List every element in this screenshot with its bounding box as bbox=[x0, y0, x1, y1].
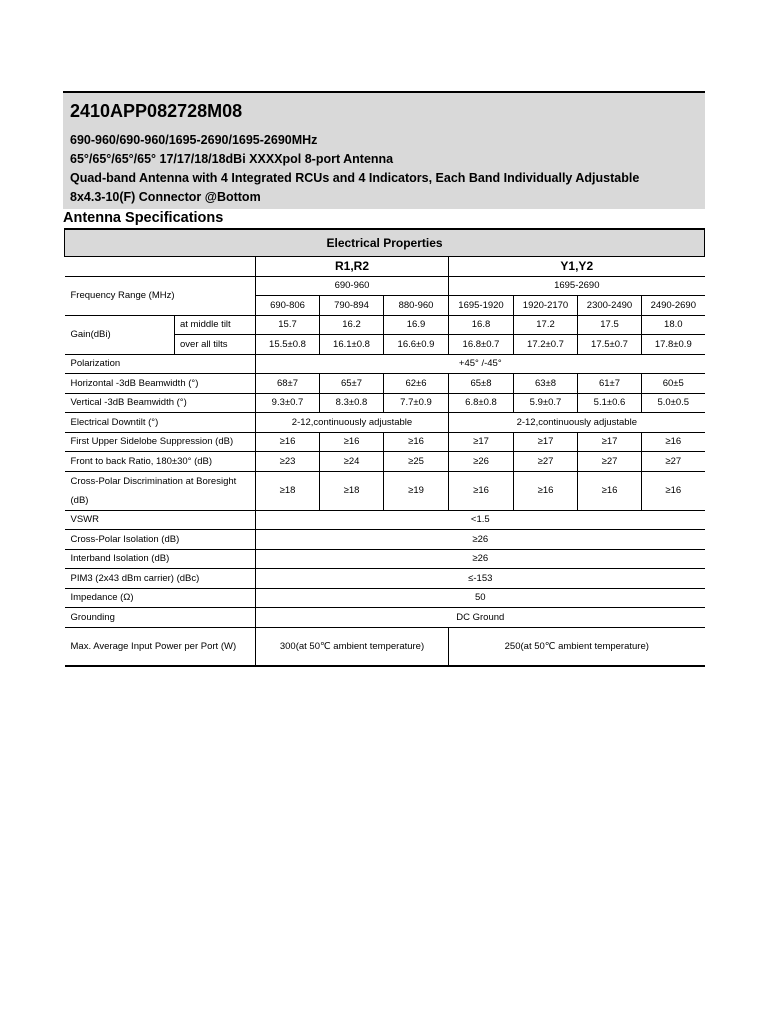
row-label: Cross-Polar Discrimination at Boresight (dB) bbox=[65, 471, 256, 510]
cell: 1920-2170 bbox=[514, 296, 578, 316]
cell: 63±8 bbox=[514, 374, 578, 394]
cell: ≥27 bbox=[514, 452, 578, 472]
cell: ≥19 bbox=[384, 471, 449, 510]
row-label: Frequency Range (MHz) bbox=[65, 276, 256, 315]
table-row bbox=[65, 569, 705, 589]
cell: ≥27 bbox=[642, 452, 705, 472]
cell: 16.8±0.7 bbox=[449, 335, 514, 355]
cell: 17.5±0.7 bbox=[578, 335, 642, 355]
table-row bbox=[65, 510, 705, 530]
cell: 5.9±0.7 bbox=[514, 393, 578, 413]
cell: 65±7 bbox=[320, 374, 384, 394]
table-row bbox=[65, 530, 705, 550]
cell: +45° /-45° bbox=[256, 354, 705, 374]
table-row bbox=[65, 549, 705, 569]
cell: 16.2 bbox=[320, 315, 384, 335]
cell: 6.8±0.8 bbox=[449, 393, 514, 413]
row-label: PIM3 (2x43 dBm carrier) (dBc) bbox=[65, 569, 256, 589]
cell: 5.1±0.6 bbox=[578, 393, 642, 413]
group-header-row bbox=[65, 257, 705, 277]
sub-label: at middle tilt bbox=[175, 315, 256, 335]
row-label: Gain(dBi) bbox=[65, 315, 175, 354]
cell: 250(at 50℃ ambient temperature) bbox=[449, 627, 705, 666]
row-label: Grounding bbox=[65, 608, 256, 628]
cell: 7.7±0.9 bbox=[384, 393, 449, 413]
cell: ≥26 bbox=[449, 452, 514, 472]
cell: ≥16 bbox=[578, 471, 642, 510]
cell: 65±8 bbox=[449, 374, 514, 394]
table-row bbox=[65, 588, 705, 608]
cell: ≥16 bbox=[642, 432, 705, 452]
table-row bbox=[65, 315, 705, 335]
row-label: Electrical Downtilt (°) bbox=[65, 413, 256, 433]
frequency-bands: 690-960/690-960/1695-2690/1695-2690MHz bbox=[70, 133, 318, 147]
antenna-summary: 65°/65°/65°/65° 17/17/18/18dBi XXXXpol 8-port Antenna bbox=[70, 152, 394, 166]
cell: ≥27 bbox=[578, 452, 642, 472]
table-row bbox=[65, 413, 705, 433]
cell: 9.3±0.7 bbox=[256, 393, 320, 413]
row-label: Front to back Ratio, 180±30° (dB) bbox=[65, 452, 256, 472]
cell: ≥16 bbox=[514, 471, 578, 510]
cell: ≥16 bbox=[642, 471, 705, 510]
cell: 16.8 bbox=[449, 315, 514, 335]
cell: 60±5 bbox=[642, 374, 705, 394]
range-r: 690-960 bbox=[256, 276, 449, 296]
cell: 17.2±0.7 bbox=[514, 335, 578, 355]
connector-info: 8x4.3-10(F) Connector @Bottom bbox=[70, 190, 261, 204]
row-label: Polarization bbox=[65, 354, 256, 374]
spec-header bbox=[63, 91, 705, 209]
section-title: Antenna Specifications bbox=[63, 210, 224, 226]
cell: 2300-2490 bbox=[578, 296, 642, 316]
sub-label: over all tilts bbox=[175, 335, 256, 355]
model-number: 2410APP082728M08 bbox=[70, 101, 243, 121]
cell: 61±7 bbox=[578, 374, 642, 394]
cell: ≥23 bbox=[256, 452, 320, 472]
cell: 50 bbox=[256, 588, 705, 608]
row-label: Impedance (Ω) bbox=[65, 588, 256, 608]
cell: DC Ground bbox=[256, 608, 705, 628]
cell: 2-12,continuously adjustable bbox=[256, 413, 449, 433]
cell: 2-12,continuously adjustable bbox=[449, 413, 705, 433]
table-row bbox=[65, 354, 705, 374]
cell: ≥16 bbox=[384, 432, 449, 452]
cell: 17.2 bbox=[514, 315, 578, 335]
group-y-label: Y1,Y2 bbox=[449, 257, 705, 277]
cell: ≤-153 bbox=[256, 569, 705, 589]
cell: 300(at 50℃ ambient temperature) bbox=[256, 627, 449, 666]
cell: ≥25 bbox=[384, 452, 449, 472]
table-row bbox=[65, 627, 705, 666]
cell: ≥26 bbox=[256, 530, 705, 550]
row-label: Horizontal -3dB Beamwidth (°) bbox=[65, 374, 256, 394]
cell: 62±6 bbox=[384, 374, 449, 394]
cell: ≥18 bbox=[320, 471, 384, 510]
cell: 16.6±0.9 bbox=[384, 335, 449, 355]
cell: ≥16 bbox=[320, 432, 384, 452]
cell: 68±7 bbox=[256, 374, 320, 394]
antenna-description: Quad-band Antenna with 4 Integrated RCUs and 4 Indicators, Each Band Individually Adjustable bbox=[70, 171, 640, 185]
row-label: VSWR bbox=[65, 510, 256, 530]
range-y: 1695-2690 bbox=[449, 276, 705, 296]
cell: 5.0±0.5 bbox=[642, 393, 705, 413]
cell: 16.9 bbox=[384, 315, 449, 335]
cell: 880-960 bbox=[384, 296, 449, 316]
cell: 8.3±0.8 bbox=[320, 393, 384, 413]
cell: 18.0 bbox=[642, 315, 705, 335]
row-label: First Upper Sidelobe Suppression (dB) bbox=[65, 432, 256, 452]
table-row bbox=[65, 608, 705, 628]
cell: <1.5 bbox=[256, 510, 705, 530]
table-title: Electrical Properties bbox=[65, 229, 705, 257]
table-row bbox=[65, 276, 705, 296]
cell: ≥16 bbox=[256, 432, 320, 452]
cell: 2490-2690 bbox=[642, 296, 705, 316]
cell: 17.5 bbox=[578, 315, 642, 335]
cell: ≥17 bbox=[514, 432, 578, 452]
cell: 790-894 bbox=[320, 296, 384, 316]
cell: 1695-1920 bbox=[449, 296, 514, 316]
table-row bbox=[65, 471, 705, 510]
cell: ≥16 bbox=[449, 471, 514, 510]
cell: ≥17 bbox=[449, 432, 514, 452]
electrical-properties-table bbox=[64, 228, 705, 667]
table-row bbox=[65, 432, 705, 452]
row-label: Interband Isolation (dB) bbox=[65, 549, 256, 569]
cell: ≥17 bbox=[578, 432, 642, 452]
cell: 16.1±0.8 bbox=[320, 335, 384, 355]
cell: 17.8±0.9 bbox=[642, 335, 705, 355]
table-row bbox=[65, 374, 705, 394]
row-label: Max. Average Input Power per Port (W) bbox=[65, 627, 256, 666]
cell: ≥26 bbox=[256, 549, 705, 569]
group-r-label: R1,R2 bbox=[256, 257, 449, 277]
table-row bbox=[65, 452, 705, 472]
cell: 15.5±0.8 bbox=[256, 335, 320, 355]
cell: ≥18 bbox=[256, 471, 320, 510]
row-label: Vertical -3dB Beamwidth (°) bbox=[65, 393, 256, 413]
row-label: Cross-Polar Isolation (dB) bbox=[65, 530, 256, 550]
cell: ≥24 bbox=[320, 452, 384, 472]
cell: 690-806 bbox=[256, 296, 320, 316]
cell: 15.7 bbox=[256, 315, 320, 335]
table-row bbox=[65, 393, 705, 413]
table-title-row bbox=[65, 229, 705, 257]
